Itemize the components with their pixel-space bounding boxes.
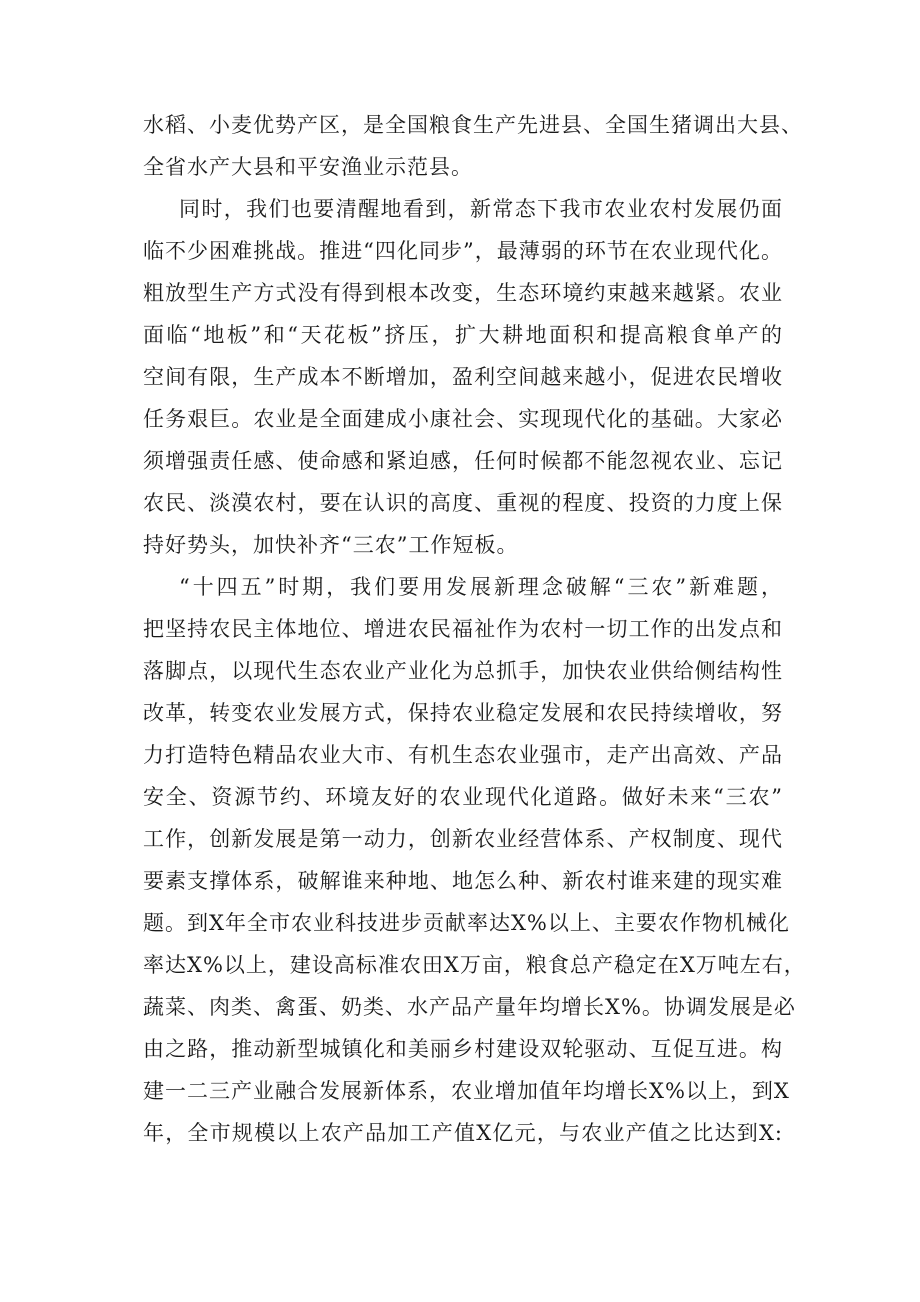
text-line: 把坚持农民主体地位、增进农民福祉作为农村一切工作的出发点和 xyxy=(143,617,783,641)
text-line: 任务艰巨。农业是全面建成小康社会、实现现代化的基础。大家必 xyxy=(143,407,783,431)
text-line: 空间有限，生产成本不断增加，盈利空间越来越小，促进农民增收 xyxy=(143,365,783,389)
paragraph-3 xyxy=(143,566,806,1154)
text-line: 须增强责任感、使命感和紧迫感，任何时候都不能忽视农业、忘记 xyxy=(143,449,783,473)
text-line: 建一二三产业融合发展新体系，农业增加值年均增长X%以上，到X xyxy=(143,1079,790,1103)
text-line: 题。到X年全市农业科技进步贡献率达X%以上、主要农作物机械化 xyxy=(143,911,790,935)
text-line: 由之路，推动新型城镇化和美丽乡村建设双轮驱动、互促互进。构 xyxy=(143,1037,783,1061)
text-line: 临不少困难挑战。推进“四化同步”，最薄弱的环节在农业现代化。 xyxy=(143,239,783,263)
text-line: 同时，我们也要清醒地看到，新常态下我市农业农村发展仍面 xyxy=(179,197,783,221)
text-line: 持好势头，加快补齐“三农”工作短板。 xyxy=(143,533,519,557)
text-line: 农民、淡漠农村，要在认识的高度、重视的程度、投资的力度上保 xyxy=(143,491,783,515)
body-text xyxy=(143,104,806,1154)
text-line: 工作，创新发展是第一动力，创新农业经营体系、产权制度、现代 xyxy=(143,827,783,851)
text-line: 率达X%以上，建设高标准农田X万亩，粮食总产稳定在X万吨左右， xyxy=(143,953,806,977)
text-line: 年，全市规模以上农产品加工产值X亿元，与农业产值之比达到X: xyxy=(143,1121,783,1145)
paragraph-1 xyxy=(143,104,803,188)
text-line: 安全、资源节约、环境友好的农业现代化道路。做好未来“三农” xyxy=(143,785,783,809)
text-line: 改革，转变农业发展方式，保持农业稳定发展和农民持续增收，努 xyxy=(143,701,783,725)
text-line: 要素支撑体系，破解谁来种地、地怎么种、新农村谁来建的现实难 xyxy=(143,869,783,893)
text-line: 落脚点，以现代生态农业产业化为总抓手，加快农业供给侧结构性 xyxy=(143,659,783,683)
text-line: 全省水产大县和平安渔业示范县。 xyxy=(143,155,473,179)
text-line: 水稻、小麦优势产区，是全国粮食生产先进县、全国生猪调出大县、 xyxy=(143,113,803,137)
text-line: 面临“地板”和“天花板”挤压，扩大耕地面积和提高粮食单产的 xyxy=(143,323,783,347)
text-line: 粗放型生产方式没有得到根本改变，生态环境约束越来越紧。农业 xyxy=(143,281,783,305)
text-line: 蔬菜、肉类、禽蛋、奶类、水产品产量年均增长X%。协调发展是必 xyxy=(143,995,796,1019)
paragraph-2 xyxy=(143,188,783,566)
text-line: 力打造特色精品农业大市、有机生态农业强市，走产出高效、产品 xyxy=(143,743,783,767)
text-line: “十四五”时期，我们要用发展新理念破解“三农”新难题， xyxy=(179,575,783,599)
